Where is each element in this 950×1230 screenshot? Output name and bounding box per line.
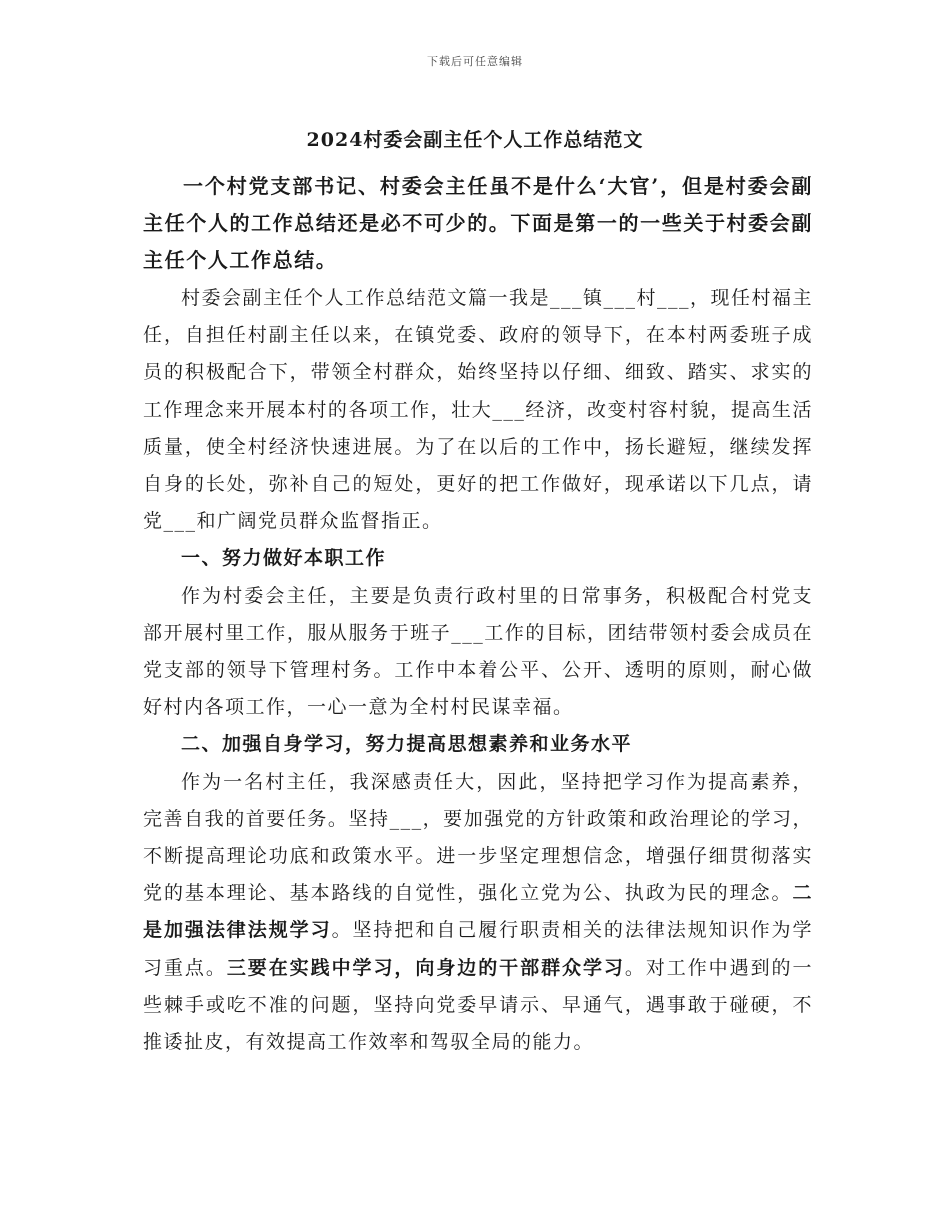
paragraph-2: 作为村委会主任，主要是负责行政村里的日常事务，积极配合村党支部开展村里工作，服从服务于班子___工作的目标，团结带领村委会成员在党支部的领导下管理村务。工作中本着公平、公开、透明的原则，耐心做好村内各项工作，一心一意为全村村民谋幸福。 xyxy=(143,584,813,719)
paragraph-3-bold-2: 三要在实践中学习，向身边的干部群众学习 xyxy=(226,956,625,979)
paragraph-3-bold-1: 二是加强法律法规学习 xyxy=(143,882,813,942)
document-title: 2024村委会副主任个人工作总结范文 xyxy=(306,129,644,151)
paragraph-3-text-1: 作为一名村主任，我深感责任大，因此，坚持把学习作为提高素养，完善自我的首要任务。坚持___，要加强党的方针政策和政治理论的学习，不断提高理论功底和政策水平。进一步坚定理想信念，增强仔细贯彻落实党的基本理论、基本路线的自觉性，强化立党为公、执政为民的理念。 xyxy=(143,770,813,905)
paragraph-1: 村委会副主任个人工作总结范文篇一我是___镇___村___，现任村福主任，自担任村副主任以来，在镇党委、政府的领导下，在本村两委班子成员的积极配合下，带领全村群众，始终坚持以仔细、细致、踏实、求实的工作理念来开展本村的各项工作，壮大___经济，改变村容村貌，提高生活质量，使全村经济快速进展。为了在以后的工作中，扬长避短，继续发挥自身的长处，弥补自己的短处，更好的把工作做好，现承诺以下几点，请党___和广阔党员群众监督指正。 xyxy=(143,287,814,533)
document-body xyxy=(143,168,813,1061)
section-heading-2: 二、加强自身学习，努力提高思想素养和业务水平 xyxy=(181,733,633,756)
paragraph-3-text-2: 。坚持把和自己履行职责相关的法律法规知识作为学习重点。 xyxy=(143,919,813,979)
header-note: 下载后可任意编辑 xyxy=(427,55,523,68)
paragraph-3 xyxy=(143,764,813,1062)
section-heading-1: 一、努力做好本职工作 xyxy=(181,547,387,570)
paragraph-3-text-3: 。对工作中遇到的一些棘手或吃不准的问题，坚持向党委早请示、早通气，遇事敢于碰硬，不推诿扯皮，有效提高工作效率和驾驭全局的能力。 xyxy=(143,956,813,1054)
intro-paragraph: 一个村党支部书记、村委会主任虽不是什么‘大官’，但是村委会副主任个人的工作总结还是必不可少的。下面是第一的一些关于村委会副主任个人工作总结。 xyxy=(143,174,813,272)
